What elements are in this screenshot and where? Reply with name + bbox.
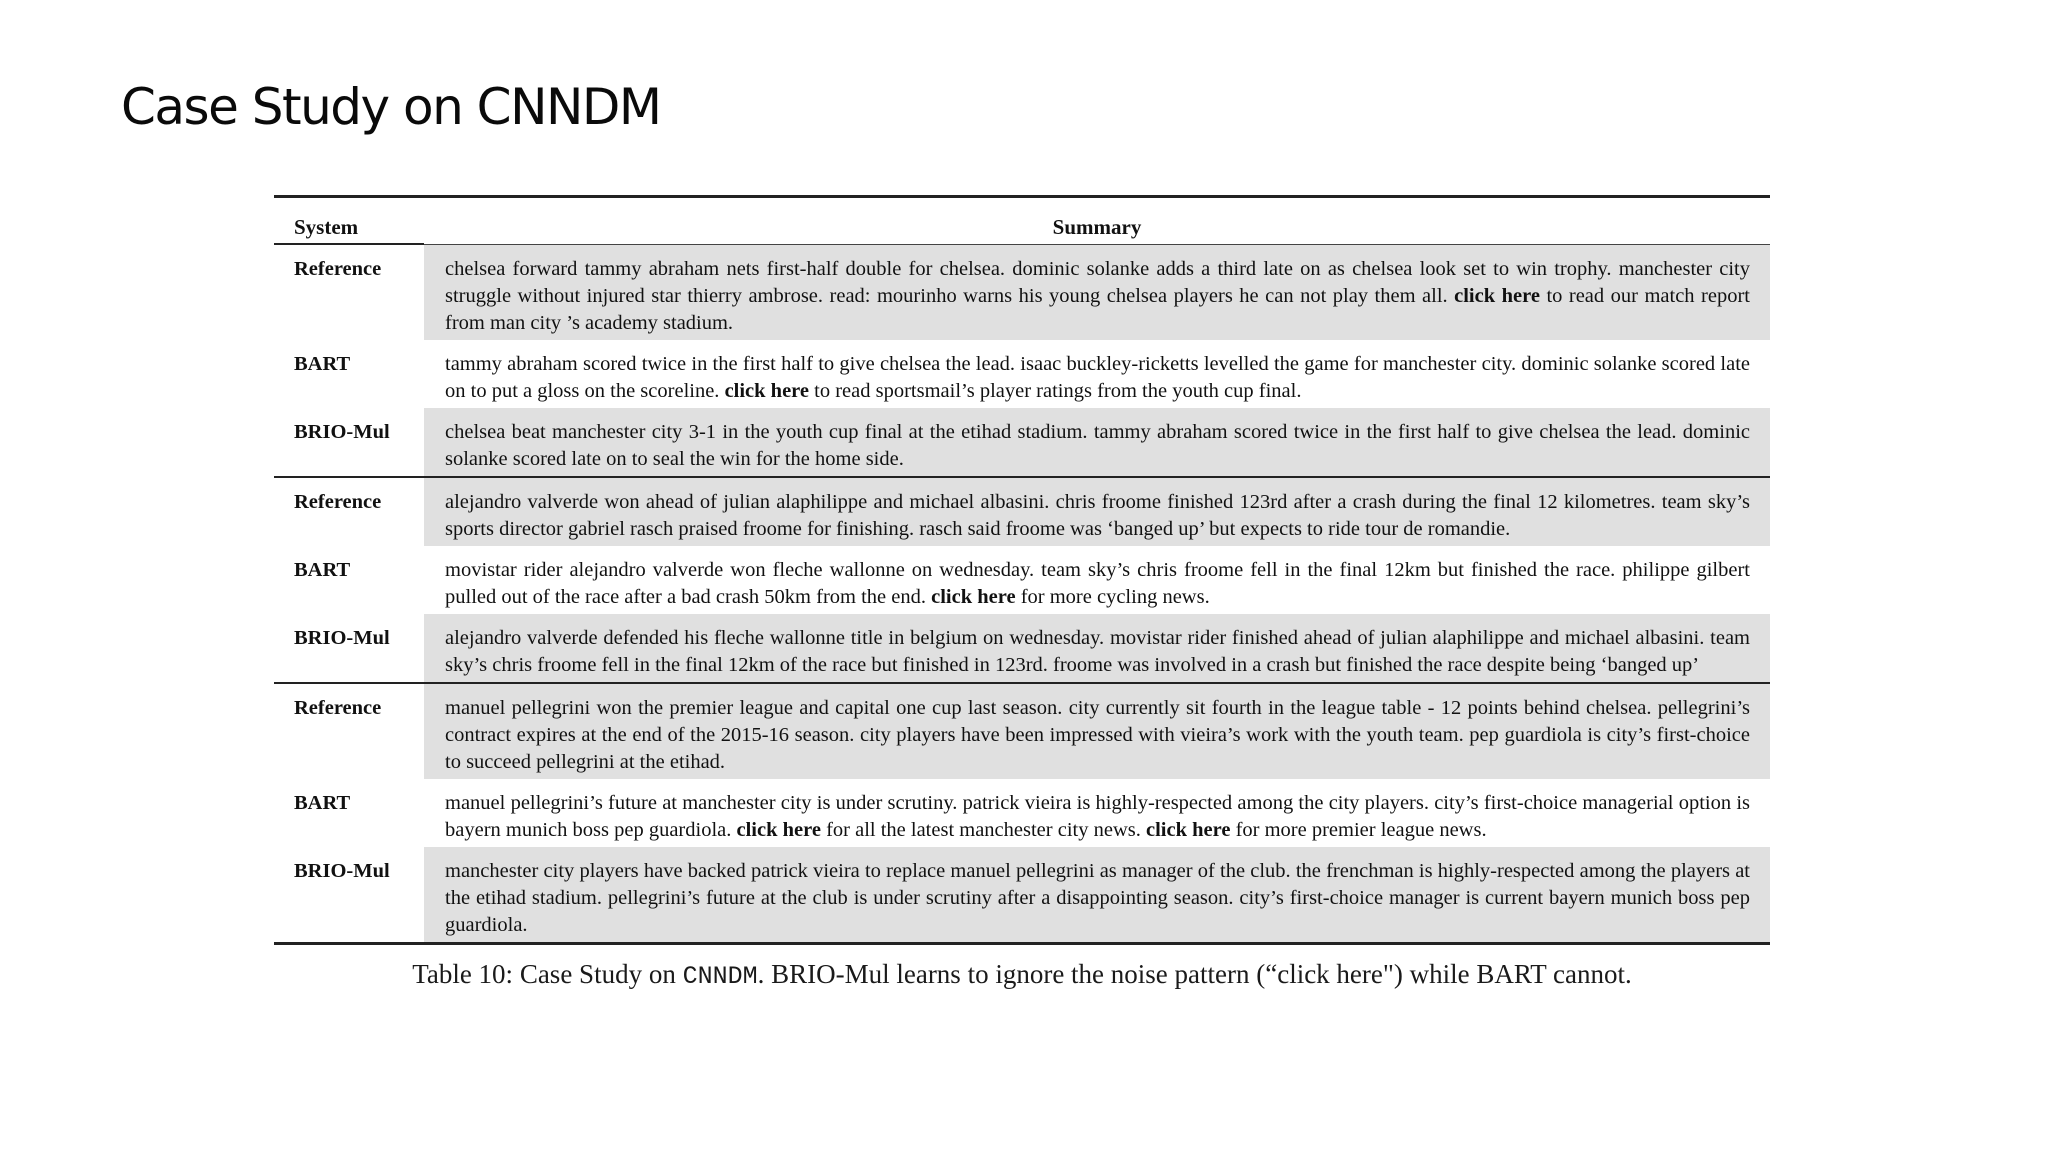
summary-cell [424, 614, 1770, 683]
summary-text: chelsea beat manchester city 3-1 in the youth cup final at the etihad stadium. tammy abraham scored twice in the first half to give chelsea the lead. dominic solanke scored late on to seal the win for the home side. [445, 420, 1750, 470]
table-header-row [274, 197, 1770, 245]
summary-text: manchester city players have backed patrick vieira to replace manuel pellegrini as manager of the club. the frenchman is highly-respected among the players at the etihad stadium. pellegrini’s future at the club is under scrutiny after a disappointing season. city’s first-choice manager is current bayern munich boss pep guardiola. [445, 859, 1750, 936]
table-row [274, 340, 1770, 408]
header-system: System [274, 197, 424, 245]
summary-text: to read our match report from man city ’s academy stadium. [445, 284, 1750, 334]
highlighted-phrase: click here [724, 379, 810, 402]
caption-dataset-code: CNNDM [682, 961, 758, 991]
summary-cell [424, 779, 1770, 847]
slide-title: Case Study on CNNDM [121, 78, 661, 136]
summary-cell [424, 546, 1770, 614]
summary-text: for more cycling news. [1015, 585, 1210, 608]
system-cell: Reference [274, 683, 424, 779]
summary-cell [424, 244, 1770, 340]
system-cell: BART [274, 340, 424, 408]
summary-text: alejandro valverde won ahead of julian alaphilippe and michael albasini. chris froome finished 123rd after a crash during the final 12 kilometres. team sky’s sports director gabriel rasch praised froome for finishing. rasch said froome was ‘banged up’ but expects to ride tour de romandie. [445, 490, 1750, 540]
table-row [274, 614, 1770, 683]
highlighted-phrase: click here [1454, 284, 1540, 307]
summary-text: for more premier league news. [1230, 818, 1487, 841]
system-cell: Reference [274, 477, 424, 546]
table-row [274, 408, 1770, 477]
table-caption [274, 959, 1770, 991]
summary-cell [424, 408, 1770, 477]
summary-text: for all the latest manchester city news. [820, 818, 1146, 841]
summary-text: manuel pellegrini’s future at manchester city is under scrutiny. patrick vieira is highly-respected among the city players. city’s first-choice managerial option is bayern munich boss pep guardiola. [445, 791, 1750, 841]
summary-cell [424, 683, 1770, 779]
system-cell: BART [274, 546, 424, 614]
system-cell: BRIO-Mul [274, 614, 424, 683]
case-study-table [274, 195, 1770, 945]
highlighted-phrase: click here [736, 818, 821, 841]
caption-prefix: Table 10: Case Study on [412, 958, 683, 989]
highlighted-phrase: click here [931, 585, 1016, 608]
summary-cell [424, 847, 1770, 944]
summary-text: alejandro valverde defended his fleche wallonne title in belgium on wednesday. movistar rider finished ahead of julian alaphilippe and michael albasini. team sky’s chris froome fell in the final 12km of the race but finished in 123rd. froome was involved in a crash but finished the race despite being ‘banged up’ [445, 626, 1750, 676]
system-cell: Reference [274, 244, 424, 340]
table-row [274, 683, 1770, 779]
table-row [274, 477, 1770, 546]
summary-cell [424, 477, 1770, 546]
table-row [274, 244, 1770, 340]
system-cell: BART [274, 779, 424, 847]
table-body [274, 244, 1770, 943]
table-row [274, 546, 1770, 614]
summary-text: movistar rider alejandro valverde won fleche wallonne on wednesday. team sky’s chris froome fell in the final 12km but finished the race. philippe gilbert pulled out of the race after a bad crash 50km from the end. [445, 558, 1750, 608]
summary-text: manuel pellegrini won the premier league and capital one cup last season. city currently sit fourth in the league table - 12 points behind chelsea. pellegrini’s contract expires at the end of the 2015-16 season. city players have been impressed with vieira’s work with the youth team. pep guardiola is city’s first-choice to succeed pellegrini at the etihad. [445, 696, 1750, 773]
summary-text: tammy abraham scored twice in the first half to give chelsea the lead. isaac buckley-ricketts levelled the game for manchester city. dominic solanke scored late on to put a gloss on the scoreline. [445, 352, 1750, 402]
header-summary: Summary [424, 197, 1770, 245]
caption-suffix: . BRIO-Mul learns to ignore the noise pattern (“click here") while BART cannot. [757, 958, 1632, 989]
table-row [274, 779, 1770, 847]
summary-cell [424, 340, 1770, 408]
system-cell: BRIO-Mul [274, 408, 424, 477]
case-study-figure [274, 195, 1770, 991]
system-cell: BRIO-Mul [274, 847, 424, 944]
summary-text: to read sportsmail’s player ratings from the youth cup final. [809, 379, 1302, 402]
highlighted-phrase: click here [1145, 818, 1231, 841]
table-row [274, 847, 1770, 944]
summary-text: chelsea forward tammy abraham nets first-half double for chelsea. dominic solanke adds a third late on as chelsea look set to win trophy. manchester city struggle without injured star thierry ambrose. read: mourinho warns his young chelsea players he can not play them all. [445, 257, 1750, 307]
